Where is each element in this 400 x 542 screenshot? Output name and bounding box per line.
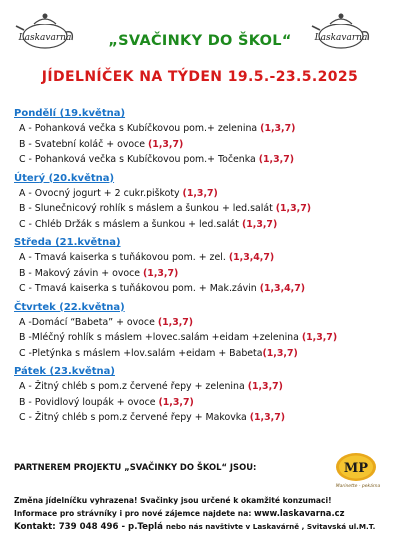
allergens-label: (1,3,7) [157,316,194,328]
allergens-label: (1,3,7) [275,203,311,214]
page-subtitle: JÍDELNÍČEK NA TÝDEN 19.5.-23.5.2025 [41,69,359,85]
menu-item-text: C - Pohanková večka s Kubíčkovou pom.+ Točenka [19,154,259,165]
menu-item-text: B - Povidlový loupák + ovoce [19,396,159,408]
allergens-label: (1,3,7) [262,347,298,359]
day-header: Pátek (23.května) [14,366,115,377]
day-header: Pondělí (19.května) [14,108,126,119]
menu-item [14,266,394,282]
allergens-label: (1,3,7) [241,218,278,230]
notice-line: Změna jídelníčku vyhrazena! Svačinky jsou určené k okamžité konzumaci! [14,496,332,505]
menu-item [14,346,394,362]
page-title: „SVAČINKY DO ŠKOL“ [108,33,292,49]
allergens-label: (1,3,7) [148,138,184,150]
mp-logo-text: MP [343,461,369,476]
website-link[interactable]: www.laskavarna.cz [254,508,345,518]
menu-item-text: B -Mléčný rohlík s máslem +lovec.salám +eidam +zelenina [19,332,302,343]
logo-text: Laskavarna [314,33,368,43]
allergens-label: (1,3,7) [260,123,296,134]
menu-item-text: B - Svatební koláč + ovoce [19,138,149,150]
menu-item [14,186,394,202]
partner-text: PARTNEREM PROJEKTU „SVAČINKY DO ŠKOL“ JSOU: [14,462,257,472]
menu-item-text: A - Pohanková večka s Kubíčkovou pom.+ zelenina [19,123,261,134]
menu-item [14,395,394,411]
menu-item-text: B - Makový závin + ovoce [19,267,144,279]
mp-logo-caption: Marinette - pekárna [335,484,381,489]
menu-item [14,137,394,153]
menu-item-text: A - Žitný chléb s pom.z červené řepy + zelenina [19,381,248,392]
allergens-label: (1,3,4,7) [259,283,306,294]
menu-day [14,106,394,168]
contact-phone: Kontakt: 739 048 496 - p.Teplá [14,522,166,532]
menu-item [14,250,394,266]
menu-item [14,121,394,137]
contact-address: nebo nás navštivte v Laskavárně , Svitavská ul.M.T. [165,522,376,531]
menu-day [14,300,394,362]
menu-item-text: C -Pletýnka s máslem +lov.salám +eidam + Babeta [19,347,263,359]
info-line [14,508,344,518]
weekly-menu [14,106,394,429]
menu-item [14,281,394,297]
menu-item [14,201,394,217]
info-text: Informace pro strávníky i pro nové zájemce najdete na: [14,509,255,518]
menu-item-text: A -Domácí “Babeta” + ovoce [19,316,158,328]
contact-line [14,522,375,532]
allergens-label: (1,3,4,7) [228,252,275,263]
menu-item [14,410,394,426]
allergens-label: (1,3,7) [301,332,338,343]
logo-text: Laskavarna [18,33,72,43]
allergens-label: (1,3,7) [158,396,194,408]
day-header: Středa (21.května) [14,237,121,248]
menu-item-text: B - Slunečnicový rohlík s máslem a šunkou + led.salát [19,203,276,214]
menu-item-text: C - Tmavá kaiserka s tuňákovou pom. + Mak.závin [19,283,260,294]
menu-item-text: A - Ovocný jogurt + 2 cukr.piškoty [19,187,183,199]
allergens-label: (1,3,7) [143,267,179,279]
menu-item-text: C - Žitný chléb s pom.z červené řepy + Makovka [19,412,250,423]
day-header: Čtvrtek (22.května) [14,301,125,313]
mp-bakery-logo [334,452,378,484]
day-header: Úterý (20.května) [14,172,115,184]
menu-item [14,330,394,346]
menu-item [14,217,394,233]
allergens-label: (1,3,7) [249,412,286,423]
menu-day [14,235,394,297]
allergens-label: (1,3,7) [182,187,218,199]
menu-item [14,315,394,331]
menu-item [14,152,394,168]
menu-day [14,171,394,233]
menu-item [14,379,394,395]
allergens-label: (1,3,7) [247,381,283,392]
menu-day [14,364,394,426]
menu-item-text: A - Tmavá kaiserka s tuňákovou pom. + zel. [19,252,229,263]
allergens-label: (1,3,7) [258,154,294,165]
menu-item-text: C - Chléb Držák s máslem a šunkou + led.salát [19,218,242,230]
